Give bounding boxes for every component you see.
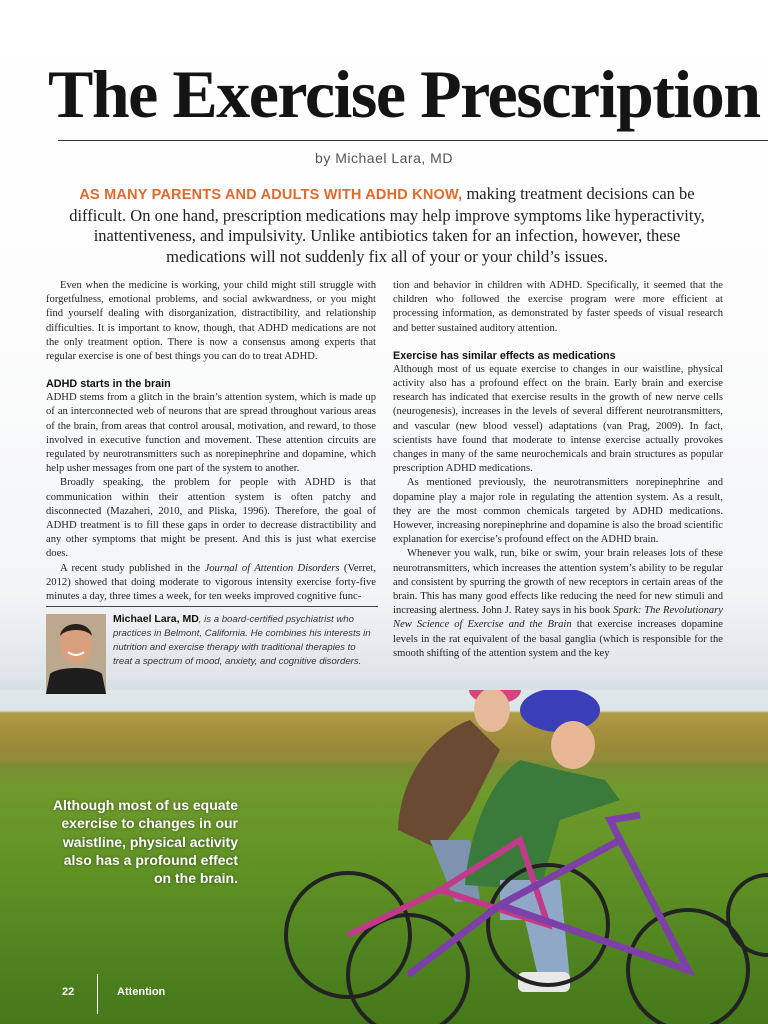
section-label: Attention (117, 986, 166, 998)
intro-lead: AS MANY PARENTS AND ADULTS WITH ADHD KNOW, (79, 187, 463, 203)
author-photo (46, 614, 106, 694)
left-p4-text-a: A recent study published in the (60, 562, 205, 574)
byline: by Michael Lara, MD (315, 150, 453, 166)
right-p4-text-a: Whenever you walk, run, bike or swim, your brain releases lots of these neurotransmitters, which increases the attention system’s ability to be regular and consistent by spurring the growth of new receptors in certain areas of the brain. This has many good effects like reducing the need for new stimuli and increasing alertness. John J. Ratey says in his book (393, 548, 723, 617)
left-p4-text-b: (Verret, 2012) showed that doing moderate to vigorous intensity exercise forty-five minutes a day, three times a week, for ten weeks improved cognitive func- (46, 562, 376, 603)
section-heading-exercise-effects: Exercise has similar effects as medications (393, 349, 616, 362)
book-title: Spark: The Revolutionary New Science of Exercise and the Brain (393, 605, 723, 631)
right-p4-text-b: that exercise increases dopamine levels in the rat equivalent of the basal ganglia (which is responsible for the smooth shifting of the attention system and the key (393, 619, 723, 659)
left-paragraph-1: Even when the medicine is working, your child might still struggle with forgetfulness, emotional problems, and social awkwardness, or you might find yourself dealing with disorganization, distractibility, and relationship difficulties. It is important to know, though, that ADHD medications are not the only treatment option. There is now a consensus among experts that regular exercise is one of best things you can do to treat ADHD. (46, 280, 376, 363)
right-paragraph-3: As mentioned previously, the neurotransmitters norepinephrine and dopamine play a major role in regulating the attention system. As a result, they are the most common chemicals targeted by ADHD medications. However, increasing norepinephrine and dopamine is also the broad scientific explanation for exercise’s profound effect on the ADHD brain. (393, 477, 723, 546)
left-paragraph-4 (46, 562, 376, 605)
left-paragraph-3: Broadly speaking, the problem for people with ADHD is that communication within their attention system is often patchy and disconnected (Mazaheri, 2010, and Pliska, 1996). Therefore, the goal of ADHD treatment is to fill these gaps in order to decrease distractibility and any other symptoms that might be present. And this is just what exercise does. (46, 477, 376, 560)
footer-divider (97, 974, 98, 1014)
right-paragraph-4 (393, 547, 723, 661)
article-title: The Exercise Prescription (48, 56, 760, 132)
intro-paragraph (62, 184, 712, 267)
section-heading-adhd-brain: ADHD starts in the brain (46, 378, 171, 391)
title-divider (58, 140, 768, 141)
left-paragraph-2: ADHD stems from a glitch in the brain’s attention system, which is made up of an interconnected web of neurons that are spread throughout various areas of the brain, from areas that control arousal, motivation, and reward, to those involved in executive function and movement. These attention circuits are regulated by neurotransmitters such as norepinephrine and dopamine, which help usher messages from one part of the system to another. (46, 392, 376, 475)
page-number: 22 (62, 986, 75, 998)
right-column (393, 279, 723, 661)
bio-name: Michael Lara, MD (113, 613, 199, 625)
bio-divider (46, 606, 378, 607)
intro-rest: making treatment decisions can be difficult. On one hand, prescription medications may help improve symptoms like hyperactivity, inattentiveness, and impulsivity. Unlike antibiotics taken for an infection, however, these medications will not suddenly fix all of your or your child’s issues. (69, 184, 705, 266)
bio-description: , is a board-certified psychiatrist who practices in Belmont, California. He combines his interests in nutrition and exercise therapy with traditional therapies to treat a spectrum of mood, anxiety, and cognitive disorders. (113, 614, 371, 667)
author-bio (113, 612, 377, 669)
left-column (46, 279, 376, 604)
right-paragraph-2: Although most of us equate exercise to changes in our waistline, physical activity also has a profound effect on the brain. Early brain and exercise research has indicated that exercise results in the growth of new nerve cells (neurogenesis), increases in the levels of several different neurotransmitters, and vascular (new blood vessel) adaptations (van Prag, 2009). In fact, scientists have found that moderate to intense exercise actually provokes changes in many of the same neurochemicals and brain structures as popular prescription ADHD medications. (393, 363, 723, 475)
journal-title: Journal of Attention Disorders (204, 562, 340, 574)
pull-quote: Although most of us equate exercise to changes in our waistline, physical activity also has a profound effect on the brain. (52, 797, 238, 887)
right-paragraph-1: tion and behavior in children with ADHD. Specifically, it seemed that the children who followed the exercise program were more efficient at processing information, as demonstrated by faster speeds of visual research and better sustained auditory attention. (393, 280, 723, 334)
